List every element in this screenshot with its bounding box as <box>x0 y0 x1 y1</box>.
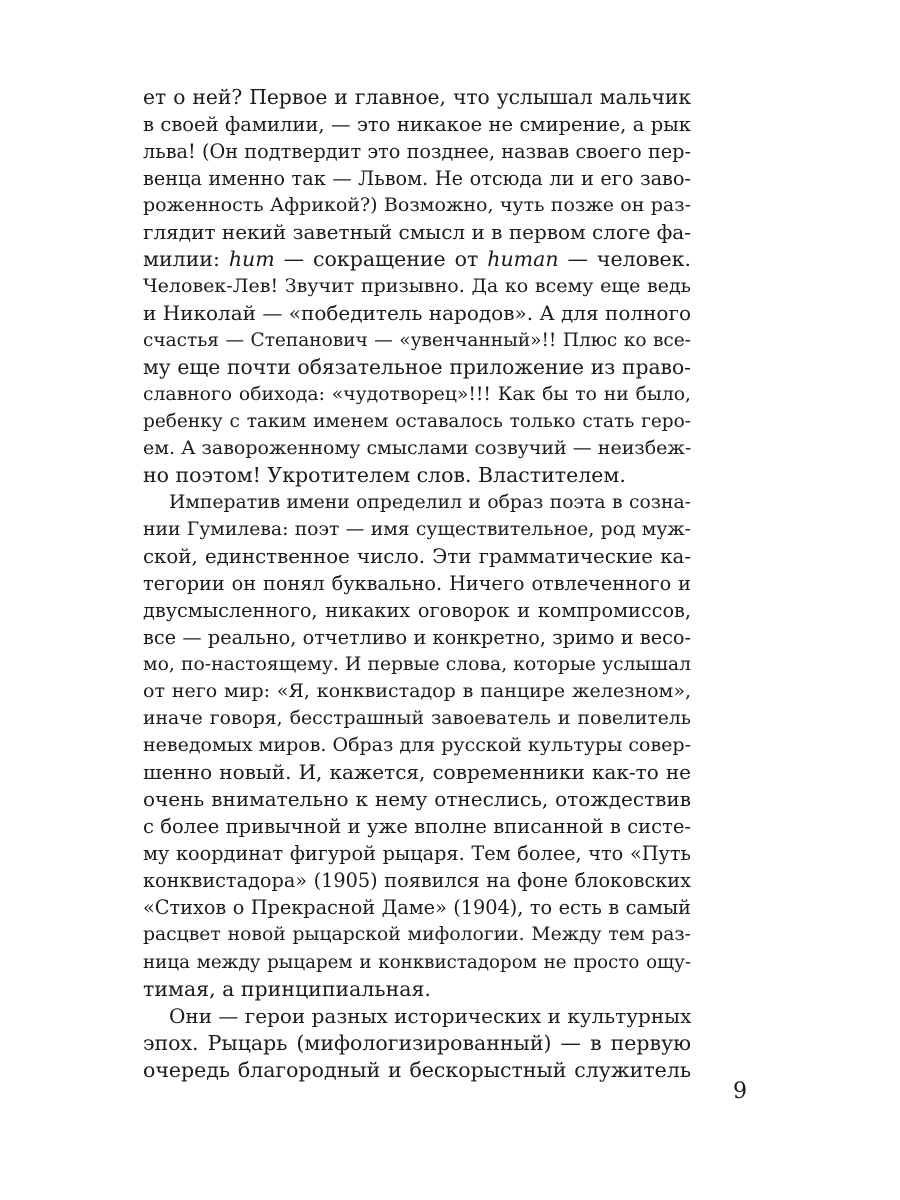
paragraph-end-line: тимая, а принципиальная. <box>143 976 431 1001</box>
text-line: очередь благородный и бескорыстный служитель <box>143 1057 691 1082</box>
text-line: мо, по-настоящему. И первые слова, которые услышал <box>143 654 691 676</box>
text-line: ем. А завороженному смыслами созвучий — неизбеж- <box>143 437 692 460</box>
text-line: ребенку с таким именем оставалось только стать геро- <box>143 411 691 433</box>
text-line: и Николай — «победитель народов». А для полного <box>143 301 691 326</box>
text-line: счастья — Степанович — «увенчанный»!! Плюс ко все- <box>143 330 691 352</box>
text-line: славного обихода: «чудотворец»!!! Как бы то ни было, <box>143 384 691 406</box>
text-line: двусмысленного, никаких оговорок и компромиссов, <box>143 599 691 623</box>
paragraph-start-line: Они — герои разных исторических и культурных <box>169 1003 692 1028</box>
text-line: очень внимательно к нему отнеслись, отождествив <box>143 787 691 812</box>
text-line: с более привычной и уже вполне вписанной в систе- <box>143 815 691 839</box>
text-line: неведомых миров. Образ для русской культуры совер- <box>143 734 691 757</box>
text-line: Человек-Лев! Звучит призывно. Да ко всему еще ведь <box>143 275 691 298</box>
text-line: милии: hum — сокращение от human — человек. <box>143 247 691 272</box>
body-text <box>143 84 691 1084</box>
text-line: глядит некий заветный смысл и в первом слоге фа- <box>143 220 691 245</box>
text-line: конквистадора» (1905) появился на фоне блоковских <box>143 869 691 893</box>
paragraph-end-line: но поэтом! Укротителем слов. Властителем. <box>143 463 626 488</box>
text-line: эпох. Рыцарь (мифологизированный) — в первую <box>143 1030 691 1055</box>
text-line: тегории он понял буквально. Ничего отвлеченного и <box>143 572 691 596</box>
text-line: льва! (Он подтвердит это позднее, назвав своего пер- <box>143 140 691 164</box>
text-line: от него мир: «Я, конквистадор в панцире железном», <box>143 680 691 703</box>
text-line: ница между рыцарем и конквистадором не просто ощу- <box>143 951 691 973</box>
text-line: роженность Африкой?) Возможно, чуть позже он раз- <box>143 194 691 217</box>
text-line: иначе говоря, бесстрашный завоеватель и повелитель <box>143 708 691 730</box>
text-line: му координат фигурой рыцаря. Тем более, что «Путь <box>143 842 691 866</box>
text-line: нии Гумилева: поэт — имя существительное, род муж- <box>143 519 691 541</box>
text-line: ской, единственное число. Эти грамматические ка- <box>143 545 691 569</box>
text-line: шенно новый. И, кажется, современники как-то не <box>143 760 691 785</box>
text-line: ет о ней? Первое и главное, что услышал мальчик <box>143 85 691 109</box>
paragraph-start-line: Императив имени определил и образ поэта в созна- <box>169 492 691 514</box>
text-line: му еще почти обязательное приложение из право- <box>143 355 691 380</box>
text-line: «Стихов о Прекрасной Даме» (1904), то есть в самый <box>143 896 691 920</box>
text-line: венца именно так — Львом. Не отсюда ли и его заво- <box>143 167 691 191</box>
page-number: 9 <box>733 1079 747 1104</box>
text-line: в своей фамилии, — это никакое не смирение, а рык <box>143 113 691 137</box>
text-line: расцвет новой рыцарской мифологии. Между тем раз- <box>143 924 691 946</box>
text-line: все — реально, отчетливо и конкретно, зримо и весо- <box>143 626 691 650</box>
